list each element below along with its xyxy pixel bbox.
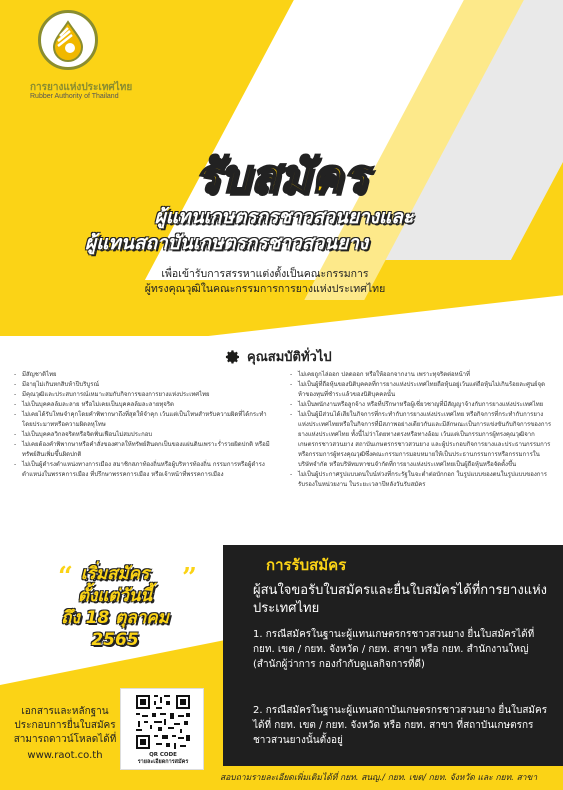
deadline-year: 2565 — [91, 630, 139, 650]
application-item-1: 1. กรณีสมัครในฐานะผู้แทนเกษตรกรชาวสวนยาง ยื่นใบสมัครได้ที่ กยท. เขต / กยท. จังหวัด / กยท. สาขา หรือ กยท. สำนักงานใหญ่ (สำนักผู้ว่าการ กองกำกับดูแลกิจการที่ดี) — [253, 629, 535, 670]
qualification-item: - ไม่เป็นผู้มีส่วนได้เสียในกิจการที่กระทำกับการยางแห่งประเทศไทย หรือกิจการที่กระทำกับการยางแห่งประเทศไทยหรือในกิจการที่มีสภาพอย่างเดียวกันและมีลักษณะเป็นการแข่งขันกับกิจการของการยางแห่งประเทศไทย ทั้งนี้ไม่ว่าโดยทางตรงหรือทางอ้อม เว้นแต่เป็นกรรมการผู้ทรงคุณวุฒิจากเกษตรกรชาวสวนยาง สถาบันเกษตรกรชาวสวนยาง และผู้ประกอบกิจการยางและประธานกรรมการ หรือกรรมการผู้ทรงคุณวุฒิซึ่งคณะกรรมการมอบหมายให้เป็นประธานกรรมการหรือกรรมการในบริษัทจำกัด หรือบริษัทมหาชนจำกัดที่การยางแห่งประเทศไทยเป็นผู้ถือหุ้นหรือจัดตั้งขึ้น — [290, 410, 552, 470]
start-line-2: ตั้งแต่วันนี้ — [77, 586, 153, 606]
qr-caption-text: รายละเอียดการสมัคร — [137, 759, 189, 765]
qualification-item: - ไม่เป็นบุคคลวิกลจริตหรือจิตฟั่นเฟือนไม่สมประกอบ — [14, 430, 276, 440]
qualification-item: - มีสัญชาติไทย — [14, 370, 276, 380]
brand-name-en: Rubber Authority of Thailand — [30, 93, 119, 100]
qualification-item: - มีอายุไม่เกินหกสิบห้าปีบริบูรณ์ — [14, 380, 276, 390]
qualifications-right-list — [290, 370, 552, 490]
purpose-line-2: ผู้ทรงคุณวุฒิในคณะกรรมการการยางแห่งประเทศไทย — [144, 283, 386, 295]
application-title: การรับสมัคร — [266, 556, 347, 574]
website-link[interactable]: www.raot.co.th — [27, 750, 103, 761]
deadline-date: ถึง 18 ตุลาคม — [61, 608, 169, 628]
brand-name: การยางแห่งประเทศไทย — [30, 82, 133, 93]
rubber-drop-logo-icon — [38, 10, 98, 70]
quote-close-icon: ” — [182, 563, 197, 593]
qr-code-icon — [127, 693, 199, 751]
purpose-text — [95, 267, 435, 297]
quote-open-icon: “ — [58, 562, 73, 592]
qr-label: QR CODE — [149, 752, 177, 758]
qualification-item: - ไม่เป็นพนักงานหรือลูกจ้าง หรือที่ปรึกษาหรือผู้เชี่ยวชาญที่มีสัญญาจ้างกับการยางแห่งประเทศไทย — [290, 400, 552, 410]
subtitle-line-2: ผู้แทนสถาบันเกษตรกรชาวสวนยาง — [85, 232, 369, 254]
qualifications-left-list — [14, 370, 276, 480]
gear-icon — [225, 349, 241, 365]
purpose-line-1: เพื่อเข้ารับการสรรหาแต่งตั้งเป็นคณะกรรมการ — [161, 268, 369, 280]
qr-caption — [121, 752, 205, 766]
application-intro: ผู้สนใจขอรับใบสมัครและยื่นใบสมัครได้ที่การยางแห่งประเทศไทย — [253, 583, 547, 616]
subtitle-line-1: ผู้แทนเกษตรกรชาวสวนยางและ — [154, 206, 413, 228]
qualification-item: - มีคุณวุฒิและประสบการณ์เหมาะสมกับกิจการของการยางแห่งประเทศไทย — [14, 390, 276, 400]
application-period — [20, 563, 210, 651]
qualifications-heading — [225, 346, 332, 367]
qualification-item: - ไม่เป็นผู้ประกาศรูปแบบตนใบน์ห่วงที่กระรัฐในจะต่ำต่อบักกอก ในรูปแบบของตนในรูปแบบของการรับรองในหน่วยงาน ในระยะเวลาปีหลังวันรับสมัคร — [290, 470, 552, 490]
qualification-item: - ไม่เคยถูกไล่ออก ปลดออก หรือให้ออกจากงาน เพราะทุจริตต่อหน้าที่ — [290, 370, 552, 380]
documents-info — [6, 705, 124, 763]
qr-code-box[interactable] — [120, 688, 204, 770]
documents-text: เอกสารและหลักฐานประกอบการยื่นใบสมัคร สามารถดาวน์โหลดได้ที่ — [13, 706, 117, 745]
qualification-item: - ไม่เคยต้องคำพิพากษาหรือคำสั่งของศาลให้ทรัพย์สินตกเป็นของแผ่นดินเพราะร่ำรวยผิดปกติ หรือมีทรัพย์สินเพิ่มขึ้นผิดปกติ — [14, 440, 276, 460]
application-item-2: 2. กรณีสมัครในฐานะผู้แทนสถาบันเกษตรกรชาวสวนยาง ยื่นใบสมัครได้ที่ กยท. เขต / กยท. จังหวัด หรือ กยท. สาขา ที่สถาบันเกษตรกรชาวสวนยางนั้นตั้งอยู่ — [253, 705, 548, 746]
qualification-item: - ไม่เคยได้รับโทษจำคุกโดยคำพิพากษาถึงที่สุดให้จำคุก เว้นแต่เป็นโทษสำหรับความผิดที่ได้กระทำโดยประมาทหรือความผิดลหุโทษ — [14, 410, 276, 430]
start-line-1: เริ่มสมัคร — [80, 564, 150, 584]
qualification-item: - ไม่เป็นผู้ดำรงตำแหน่งทางการเมือง สมาชิกสภาท้องถิ่นหรือผู้บริหารท้องถิ่น กรรมการหรือผู้ดำรงตำแหน่งในพรรคการเมือง ที่ปรึกษาพรรคการเมือง หรือเจ้าหน้าที่พรรคการเมือง — [14, 460, 276, 480]
page-title: รับสมัคร — [194, 149, 369, 203]
footer-text: สอบถามรายละเอียดเพิ่มเติมได้ที่ กยท. สนญ./ กยท. เขต/ กยท. จังหวัด และ กยท. สาขา — [220, 773, 538, 783]
qualifications-title: คุณสมบัติทั่วไป — [247, 350, 332, 365]
qualification-item: - ไม่เป็นบุคคลล้มละลาย หรือไม่เคยเป็นบุคคลล้มละลายทุจริต — [14, 400, 276, 410]
qualification-item: - ไม่เป็นผู้ที่ถือหุ้นของนิติบุคคลที่การยางแห่งประเทศไทยถือหุ้นอยู่เว้นแต่ถือหุ้นไม่เกินร้อยละศูนย์จุดห้าของทุนที่ชำระแล้วของนิติบุคคลนั้น — [290, 380, 552, 400]
